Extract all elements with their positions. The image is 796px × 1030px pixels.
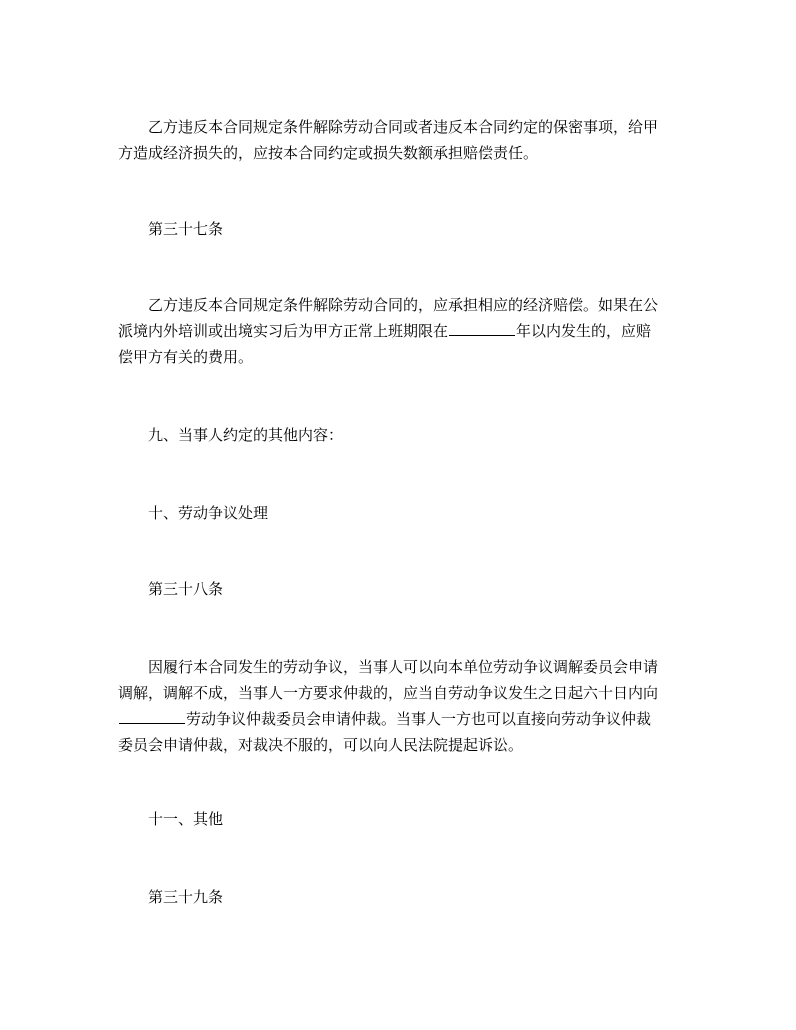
article-38-heading (118, 576, 678, 602)
article-39-heading (118, 884, 678, 910)
blank-fill-line (449, 319, 515, 336)
paragraph-line (118, 706, 678, 732)
paragraph-line: 委员会申请仲裁，对裁决不服的，可以向人民法院提起诉讼。 (118, 736, 524, 754)
paragraph-text: 派境内外培训或出境实习后为甲方正常上班期限在 (118, 322, 449, 340)
heading-text: 第三十七条 (148, 220, 224, 238)
paragraph-line: 乙方违反本合同规定条件解除劳动合同或者违反本合同约定的保密事项，给甲 (148, 118, 659, 136)
paragraph-line: 方造成经济损失的，应按本合同约定或损失数额承担赔偿责任。 (118, 144, 539, 162)
paragraph-line: 乙方违反本合同规定条件解除劳动合同的，应承担相应的经济赔偿。如果在公 (148, 296, 659, 314)
blank-fill-line (119, 707, 185, 724)
section-10-heading (118, 500, 678, 526)
paragraph-text: 年以内发生的，应赔 (516, 322, 652, 340)
article-37-heading (118, 216, 678, 242)
heading-text: 十一、其他 (148, 810, 224, 828)
heading-text: 第三十八条 (148, 580, 224, 598)
paragraph-breach-confidentiality (118, 114, 678, 166)
heading-text: 十、劳动争议处理 (148, 504, 269, 522)
section-9-heading (118, 422, 678, 448)
section-11-heading (118, 806, 678, 832)
paragraph-line (118, 318, 678, 344)
paragraph-line: 因履行本合同发生的劳动争议，当事人可以向本单位劳动争议调解委员会申请 (148, 658, 659, 676)
paragraph-compensation (118, 292, 678, 370)
heading-text: 九、当事人约定的其他内容： (148, 426, 344, 444)
heading-text: 第三十九条 (148, 888, 224, 906)
paragraph-dispute-resolution (118, 654, 678, 758)
paragraph-line: 调解，调解不成，当事人一方要求仲裁的，应当自劳动争议发生之日起六十日内向 (118, 684, 659, 702)
paragraph-line: 偿甲方有关的费用。 (118, 348, 254, 366)
paragraph-text: 劳动争议仲裁委员会申请仲裁。当事人一方也可以直接向劳动争议仲裁 (186, 710, 652, 728)
